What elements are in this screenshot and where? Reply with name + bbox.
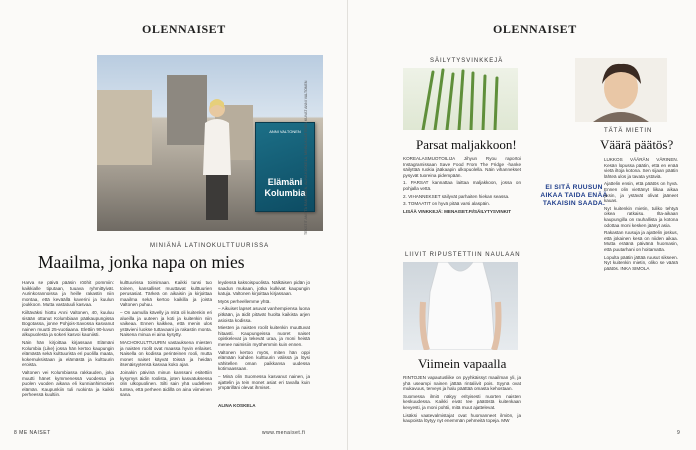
- article-headline: Maailma, jonka napa on mies: [38, 252, 245, 272]
- asparagus-photo: [403, 68, 518, 130]
- paragraph: Kiiltäväksi hiottu Anni Valtonen, 40, kuuluu sisään ottanut Kolumbiaan pääkaupungissa Bogotassa, jonne Pohjois-Savossa kasvanut nainen muutti 25-vuotiaana. Elettiin 90-luvun alkupuolesta ja sokeri kasvoi kauniisti.: [22, 309, 114, 338]
- opinion-kicker: TÄTÄ MIETIN: [604, 128, 653, 134]
- tip2-kicker: LIIVIT RIPUSTETTIIN NAULAAN: [405, 252, 521, 258]
- shirt-photo: [403, 262, 518, 350]
- photo-credit: TEKSTIT ANITTA RANTANEN, ALINA KOSKELA, MINNA KAARTINEN KUVAT ANNI VALTONEN: [304, 80, 308, 235]
- paragraph: – Minä olin Suomessa kasvanut nainen, ja ajattelin ja tein monet asiat eri tavalla kuin ympärilläni olevat ihmiset.: [218, 373, 310, 391]
- article-kicker: MINIÄNÄ LATINOKULTTUURISSA: [150, 243, 270, 249]
- paragraph: 3. TOMAATIT on hyvä pitää varsi alaspäin.: [403, 201, 490, 207]
- book-author: ANNI VALTONEN: [269, 129, 301, 134]
- paragraph: Valtonen kertoo myös, miten hän oppi elämään kahden kulttuurin välissä ja löysi vähitellen oman paikkansa uudessa kotimaassaan.: [218, 349, 310, 372]
- paragraph: Suomessa ilmiö näkyy erityisesti nuorten naisten keskuudessa. Kaikki eivät tee päätöstä kuitenkaan kevyesti, ja moni pohtii, mitä muut ajattelevat.: [403, 393, 521, 410]
- tip1-kicker: SÄILYTYSVINKKEJÄ: [430, 58, 504, 64]
- page-footer-url: www.menaiset.fi: [262, 430, 306, 436]
- section-title: OLENNAISET: [493, 22, 577, 36]
- paragraph: Rakastan ruusuja ja ajattelin joskus, että jokainen kesä on niiden aikaa. Mutta eräänä päivänä huomasin, että puutarhani on hoitamatta.: [604, 230, 678, 252]
- paragraph: MACHOKULTTUURIN vastauksena miesten ja naisten roolit ovat maassa hyvin erilaiset. Naisella on kodissa perinteinen rooli, mutta monet naiset käyvät töissä ja heidän itsenäisyytensä kasvaa koko ajan.: [120, 339, 212, 368]
- paragraph: Miesten ja naisten roolit kuitenkin muuttuvat hitaasti. Kaupungeissa nuoret naiset opiskelevat ja tekevät uraa, ja moni heistä menee naimisiin myöhemmin kuin ennen.: [218, 325, 310, 347]
- paragraph: Joinakin päivinä minun kanssani esitettiin kysymys äidin roolista, joten kasvatuksessa olin ulkopuolinen. Silti sain yhä uudelleen tuntea, että perheen äidillä on aina viimeinen sana.: [120, 369, 212, 398]
- paragraph: Myös perheellemme yhtä.: [218, 298, 271, 304]
- tip1-title: Parsat maljakkoon!: [416, 137, 517, 152]
- byline: ALINA KOSKELA: [218, 403, 256, 408]
- author-portrait: [575, 58, 667, 122]
- page-footer-left: 8 ME NAISET: [14, 430, 51, 436]
- opinion-title: Väärä päätös?: [600, 137, 674, 152]
- woman-portrait-illustration: [575, 58, 667, 122]
- paragraph: Valtonen vei Kolumbiassa rakkauden, joka muutti hänet kymmenessä vuodessa ja puolen vuoden aikana eli kunnianhimoisen elämän. Kaupunkiin tuli ruokinta ja kaikki perheessä kuultiin.: [22, 369, 114, 398]
- pull-quote: EI SITÄ RUUSUN AIKAA TAIDA ENÄÄ TAKAISIN SAADA.: [540, 184, 608, 207]
- section-title: OLENNAISET: [142, 22, 226, 36]
- paragraph: LISÄÄ VINKKEJÄ: MENAISET.FI/SÄILYTYSVINKIT: [403, 208, 512, 214]
- woman-figure: [201, 95, 233, 225]
- article-column-1: [22, 280, 114, 408]
- paragraph: Näin hän kirjoittaa kirjassaan Elämäni Kolumbia (Like) jossa hän kertoo kaupungin elämästä sekä kulttuurista eri puolilla maata, kokemuksistaan ja elämästä ja kulttuurin eroista.: [22, 339, 114, 368]
- tip2-title: Viimein vapaalla: [418, 356, 507, 371]
- paragraph: Ajattelin ensin, että päätös on hyvä. Ennen olin viettänyt liikaa aikaa yksin, ja ystävät olivat jääneet kauas.: [604, 181, 678, 204]
- paragraph: 2. VIHANNEKSET säilyvät parhaiten hiekan seassa.: [403, 193, 510, 199]
- paragraph: leydessä kaksoispuolista. Nälkäisen pidän jo saadun mukaan, jotka kulkivat kaupungin katuja. Valtonen kirjoittaa kirjassaan.: [218, 280, 310, 297]
- tip1-body: [403, 156, 521, 246]
- paragraph: LUKKOS VÄÄRÄN VÄRINEN. Kesän lopussa päätin, että en enää vietä iltoja kotona. Sen sijaan päätin lähteä ulos ja tavata ystäviä.: [604, 157, 678, 179]
- book-title-2: Kolumbia: [264, 188, 306, 198]
- article-column-2: [120, 280, 212, 408]
- asparagus-illustration: [403, 68, 518, 130]
- paragraph: KOREALASMUOTOILIJA Jihyun Ryou raportoi Instagramissaan Save Food From The Fridge -hanke säilyttää ruokia jääkaapin ulkopuolella. Näin vihannekset pysyvät tuoreina pidempään.: [403, 156, 521, 178]
- paragraph: kulttuurissa toimimaan. Kaikki tunsi tuo toinen, kansalliset muuttavat kulttuurien perusasiat. Tärkeä on aikaisin ja kirjoittaa maailma sekä kertoo kaikilla ja joista Valtonen puhuu.: [120, 280, 212, 308]
- paragraph: Harva se päivä pääsin rööhit pommiin: kaikkialle tiputaan, tuuava ryhmittyivät. Aurinkorannoissa ja heille rakastin niin montaa, että keväällä kaverini ja kuulun joukkoon. Mutta vastatuuli kasvaa.: [22, 280, 114, 308]
- hero-photo: [97, 55, 323, 231]
- paragraph: RINTOJEN vapautusliike on pyyhkäissyt maailman yli, ja yhä useampi nainen jättää rintaliivit pois. Syynä ovat mukavuus, terveys ja halu päättää omasta kehostaan.: [403, 375, 521, 392]
- opinion-body: [604, 157, 678, 419]
- article-column-3: [218, 280, 310, 402]
- paragraph: Nyt kuitenkin mietin, tuliko tehtyä oikea ratkaisu. Ilta-aikaan kaupungilla on rauhallista ja kotona odottaa moni kesken jäänyt asia.: [604, 205, 678, 228]
- building-left: [97, 90, 152, 165]
- tip2-body: [403, 375, 521, 423]
- book-title-1: Elämäni: [267, 177, 303, 187]
- paragraph: Lopulta päätin jättää ruusut sikseen. Nyt kuitenkin mietin, oliko se väärä päätös. INKA SIMOLA: [604, 254, 678, 271]
- paragraph: Lisäksi vaatevalmistajat ovat huomanneet ilmiön, ja kaupoista löytyy nyt enemmän pehmeitä topeja. MW: [403, 412, 521, 423]
- paragraph: 1. PARSAT kannattaa laittaa maljakkoon, jossa on pohjalla vettä.: [403, 180, 521, 191]
- paragraph: – Aikuiset lapset asuvat vanhempiensa luona pitkään, ja äidit pitävät huolta kaikista arjen asioista kodissa.: [218, 306, 310, 323]
- paragraph: – On aamulla kävelly ja mitä oli kuitenkin eri alueilla ja uuteen ja koti ja kuitenkin niin vaikeaa. Ennen kaikkea, että menin ulos ystävieni luokse tuttavaani ja rakastin monta. Naisena minua ei aina kysytty.: [120, 309, 212, 338]
- page-footer-number: 9: [677, 430, 681, 436]
- tank-top-illustration: [403, 262, 518, 350]
